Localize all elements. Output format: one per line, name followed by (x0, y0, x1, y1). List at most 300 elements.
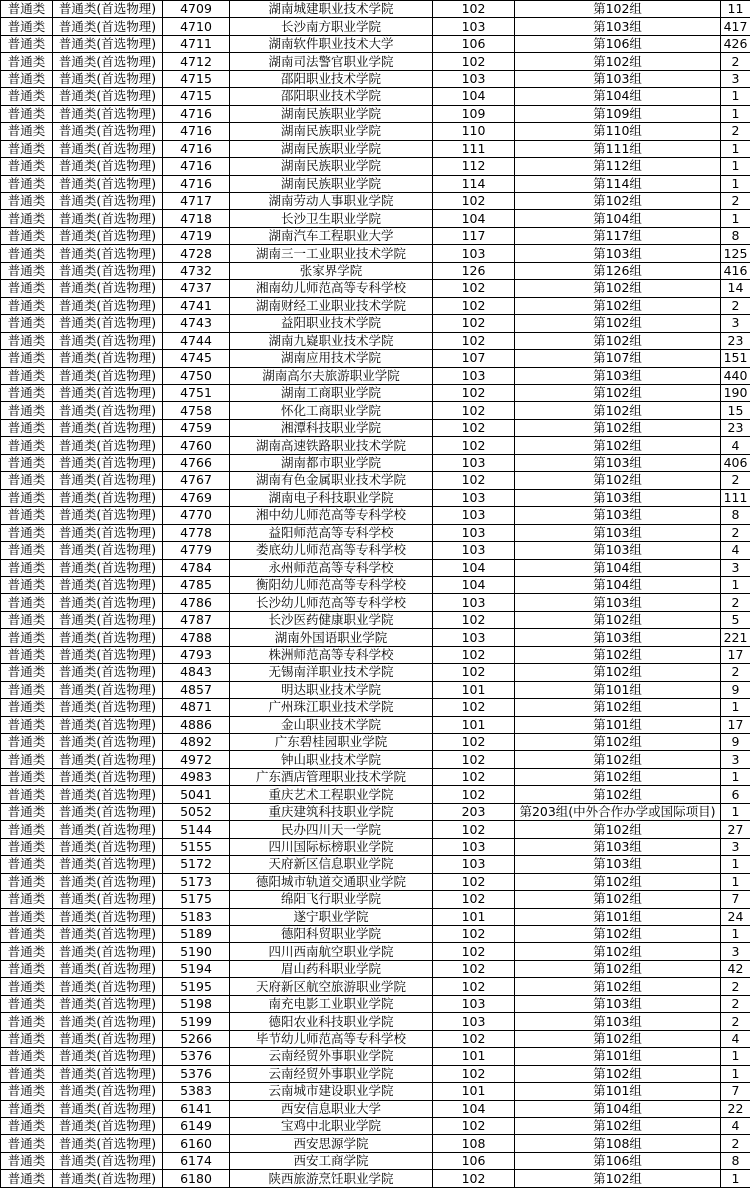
subject-type-cell: 普通类(首选物理) (53, 646, 163, 663)
table-row (1, 751, 750, 768)
group-code-cell: 103 (433, 594, 515, 611)
plan-count-cell: 2 (721, 978, 750, 995)
school-code-cell: 5383 (163, 1083, 230, 1100)
table-row (1, 489, 750, 506)
table-row (1, 716, 750, 733)
plan-count-cell: 3 (721, 70, 750, 87)
category-cell: 普通类 (1, 926, 53, 943)
subject-type-cell: 普通类(首选物理) (53, 367, 163, 384)
plan-count-cell: 2 (721, 53, 750, 70)
subject-type-cell: 普通类(首选物理) (53, 315, 163, 332)
table-row (1, 507, 750, 524)
subject-type-cell: 普通类(首选物理) (53, 1170, 163, 1187)
group-name-cell: 第102组 (515, 751, 721, 768)
school-name-cell: 云南城市建设职业学院 (230, 1083, 433, 1100)
school-name-cell: 宝鸡中北职业学院 (230, 1118, 433, 1135)
school-code-cell: 5194 (163, 960, 230, 977)
plan-count-cell: 42 (721, 960, 750, 977)
group-name-cell: 第102组 (515, 1, 721, 18)
subject-type-cell: 普通类(首选物理) (53, 384, 163, 401)
school-code-cell: 4709 (163, 1, 230, 18)
group-code-cell: 102 (433, 332, 515, 349)
subject-type-cell: 普通类(首选物理) (53, 158, 163, 175)
plan-count-cell: 221 (721, 629, 750, 646)
group-code-cell: 101 (433, 681, 515, 698)
school-name-cell: 湖南劳动人事职业学院 (230, 192, 433, 209)
subject-type-cell: 普通类(首选物理) (53, 908, 163, 925)
subject-type-cell: 普通类(首选物理) (53, 280, 163, 297)
school-name-cell: 湖南软件职业技术大学 (230, 35, 433, 52)
group-name-cell: 第103组 (515, 489, 721, 506)
school-code-cell: 6174 (163, 1152, 230, 1169)
table-row (1, 926, 750, 943)
subject-type-cell: 普通类(首选物理) (53, 70, 163, 87)
plan-count-cell: 440 (721, 367, 750, 384)
table-row (1, 978, 750, 995)
group-code-cell: 102 (433, 437, 515, 454)
plan-count-cell: 1 (721, 926, 750, 943)
table-row (1, 332, 750, 349)
group-name-cell: 第102组 (515, 821, 721, 838)
group-name-cell: 第104组 (515, 88, 721, 105)
group-code-cell: 103 (433, 507, 515, 524)
table-row (1, 35, 750, 52)
group-code-cell: 203 (433, 803, 515, 820)
school-code-cell: 4710 (163, 18, 230, 35)
table-row (1, 70, 750, 87)
table-row (1, 960, 750, 977)
category-cell: 普通类 (1, 716, 53, 733)
school-code-cell: 4715 (163, 88, 230, 105)
group-code-cell: 102 (433, 978, 515, 995)
group-code-cell: 102 (433, 786, 515, 803)
table-row (1, 210, 750, 227)
school-code-cell: 4759 (163, 419, 230, 436)
plan-count-cell: 1 (721, 576, 750, 593)
table-row (1, 821, 750, 838)
school-name-cell: 怀化工商职业学院 (230, 402, 433, 419)
group-name-cell: 第103组 (515, 542, 721, 559)
category-cell: 普通类 (1, 751, 53, 768)
group-code-cell: 110 (433, 123, 515, 140)
group-code-cell: 101 (433, 1048, 515, 1065)
category-cell: 普通类 (1, 960, 53, 977)
group-code-cell: 109 (433, 105, 515, 122)
school-name-cell: 广东酒店管理职业技术学院 (230, 768, 433, 785)
table-row (1, 803, 750, 820)
plan-count-cell: 17 (721, 646, 750, 663)
subject-type-cell: 普通类(首选物理) (53, 751, 163, 768)
school-code-cell: 6160 (163, 1135, 230, 1152)
plan-count-cell: 4 (721, 1118, 750, 1135)
group-name-cell: 第101组 (515, 681, 721, 698)
school-code-cell: 4712 (163, 53, 230, 70)
school-name-cell: 永州师范高等专科学校 (230, 559, 433, 576)
plan-count-cell: 27 (721, 821, 750, 838)
table-row (1, 542, 750, 559)
school-code-cell: 5144 (163, 821, 230, 838)
subject-type-cell: 普通类(首选物理) (53, 88, 163, 105)
group-name-cell: 第103组 (515, 70, 721, 87)
group-code-cell: 103 (433, 838, 515, 855)
table-row (1, 576, 750, 593)
subject-type-cell: 普通类(首选物理) (53, 629, 163, 646)
school-name-cell: 陕西旅游烹饪职业学院 (230, 1170, 433, 1187)
table-row (1, 315, 750, 332)
group-name-cell: 第102组 (515, 960, 721, 977)
table-row (1, 873, 750, 890)
school-code-cell: 4750 (163, 367, 230, 384)
group-code-cell: 117 (433, 227, 515, 244)
plan-count-cell: 1 (721, 210, 750, 227)
subject-type-cell: 普通类(首选物理) (53, 245, 163, 262)
subject-type-cell: 普通类(首选物理) (53, 1100, 163, 1117)
plan-count-cell: 17 (721, 716, 750, 733)
school-name-cell: 株洲师范高等专科学校 (230, 646, 433, 663)
school-name-cell: 湖南高尔夫旅游职业学院 (230, 367, 433, 384)
school-code-cell: 5266 (163, 1030, 230, 1047)
plan-count-cell: 2 (721, 1013, 750, 1030)
school-name-cell: 湘中幼儿师范高等专科学校 (230, 507, 433, 524)
school-code-cell: 5041 (163, 786, 230, 803)
school-name-cell: 湖南民族职业学院 (230, 123, 433, 140)
category-cell: 普通类 (1, 838, 53, 855)
subject-type-cell: 普通类(首选物理) (53, 699, 163, 716)
subject-type-cell: 普通类(首选物理) (53, 542, 163, 559)
category-cell: 普通类 (1, 995, 53, 1012)
table-row (1, 262, 750, 279)
plan-count-cell: 3 (721, 751, 750, 768)
table-row (1, 140, 750, 157)
subject-type-cell: 普通类(首选物理) (53, 891, 163, 908)
plan-count-cell: 22 (721, 1100, 750, 1117)
school-code-cell: 5172 (163, 856, 230, 873)
group-name-cell: 第103组 (515, 454, 721, 471)
group-name-cell: 第103组 (515, 629, 721, 646)
school-name-cell: 邵阳职业技术学院 (230, 70, 433, 87)
table-row (1, 105, 750, 122)
plan-count-cell: 4 (721, 437, 750, 454)
subject-type-cell: 普通类(首选物理) (53, 821, 163, 838)
plan-count-cell: 1 (721, 175, 750, 192)
plan-count-cell: 190 (721, 384, 750, 401)
group-name-cell: 第102组 (515, 734, 721, 751)
school-code-cell: 4784 (163, 559, 230, 576)
table-row (1, 995, 750, 1012)
plan-count-cell: 2 (721, 192, 750, 209)
group-code-cell: 102 (433, 943, 515, 960)
school-code-cell: 5175 (163, 891, 230, 908)
school-name-cell: 湖南高速铁路职业技术学院 (230, 437, 433, 454)
category-cell: 普通类 (1, 1152, 53, 1169)
school-code-cell: 5190 (163, 943, 230, 960)
table-row (1, 192, 750, 209)
school-name-cell: 湖南汽车工程职业大学 (230, 227, 433, 244)
plan-count-cell: 1 (721, 1048, 750, 1065)
category-cell: 普通类 (1, 1048, 53, 1065)
category-cell: 普通类 (1, 245, 53, 262)
group-code-cell: 102 (433, 611, 515, 628)
group-code-cell: 112 (433, 158, 515, 175)
group-name-cell: 第101组 (515, 1083, 721, 1100)
plan-count-cell: 1 (721, 158, 750, 175)
subject-type-cell: 普通类(首选物理) (53, 437, 163, 454)
plan-count-cell: 125 (721, 245, 750, 262)
group-code-cell: 102 (433, 960, 515, 977)
plan-count-cell: 426 (721, 35, 750, 52)
school-name-cell: 明达职业技术学院 (230, 681, 433, 698)
subject-type-cell: 普通类(首选物理) (53, 559, 163, 576)
category-cell: 普通类 (1, 105, 53, 122)
school-code-cell: 4715 (163, 70, 230, 87)
school-code-cell: 5376 (163, 1048, 230, 1065)
school-code-cell: 6149 (163, 1118, 230, 1135)
category-cell: 普通类 (1, 524, 53, 541)
group-code-cell: 106 (433, 35, 515, 52)
group-code-cell: 102 (433, 280, 515, 297)
group-name-cell: 第104组 (515, 576, 721, 593)
group-name-cell: 第106组 (515, 1152, 721, 1169)
school-name-cell: 长沙南方职业学院 (230, 18, 433, 35)
category-cell: 普通类 (1, 611, 53, 628)
plan-count-cell: 3 (721, 315, 750, 332)
category-cell: 普通类 (1, 507, 53, 524)
school-name-cell: 重庆艺术工程职业学院 (230, 786, 433, 803)
subject-type-cell: 普通类(首选物理) (53, 1118, 163, 1135)
group-name-cell: 第102组 (515, 1030, 721, 1047)
table-row (1, 53, 750, 70)
plan-count-cell: 2 (721, 594, 750, 611)
subject-type-cell: 普通类(首选物理) (53, 472, 163, 489)
group-code-cell: 104 (433, 1100, 515, 1117)
plan-count-cell: 3 (721, 838, 750, 855)
subject-type-cell: 普通类(首选物理) (53, 105, 163, 122)
table-row (1, 280, 750, 297)
school-name-cell: 广州珠江职业技术学院 (230, 699, 433, 716)
group-name-cell: 第103组 (515, 594, 721, 611)
subject-type-cell: 普通类(首选物理) (53, 210, 163, 227)
table-row (1, 384, 750, 401)
school-code-cell: 4716 (163, 123, 230, 140)
school-name-cell: 益阳职业技术学院 (230, 315, 433, 332)
group-code-cell: 103 (433, 367, 515, 384)
plan-count-cell: 14 (721, 280, 750, 297)
plan-count-cell: 8 (721, 507, 750, 524)
table-row (1, 1152, 750, 1169)
plan-count-cell: 1 (721, 699, 750, 716)
school-name-cell: 娄底幼儿师范高等专科学校 (230, 542, 433, 559)
group-name-cell: 第102组 (515, 437, 721, 454)
subject-type-cell: 普通类(首选物理) (53, 507, 163, 524)
group-code-cell: 102 (433, 1065, 515, 1082)
table-row (1, 838, 750, 855)
category-cell: 普通类 (1, 402, 53, 419)
group-code-cell: 104 (433, 210, 515, 227)
group-code-cell: 108 (433, 1135, 515, 1152)
group-code-cell: 102 (433, 315, 515, 332)
table-row (1, 437, 750, 454)
subject-type-cell: 普通类(首选物理) (53, 227, 163, 244)
table-row (1, 664, 750, 681)
school-name-cell: 无锡南洋职业技术学院 (230, 664, 433, 681)
school-name-cell: 长沙卫生职业学院 (230, 210, 433, 227)
school-name-cell: 湖南三一工业职业技术学院 (230, 245, 433, 262)
category-cell: 普通类 (1, 210, 53, 227)
group-code-cell: 103 (433, 629, 515, 646)
school-name-cell: 湖南民族职业学院 (230, 175, 433, 192)
category-cell: 普通类 (1, 315, 53, 332)
school-code-cell: 5199 (163, 1013, 230, 1030)
category-cell: 普通类 (1, 350, 53, 367)
school-code-cell: 4767 (163, 472, 230, 489)
school-code-cell: 4751 (163, 384, 230, 401)
category-cell: 普通类 (1, 1, 53, 18)
school-code-cell: 5155 (163, 838, 230, 855)
subject-type-cell: 普通类(首选物理) (53, 53, 163, 70)
school-code-cell: 4717 (163, 192, 230, 209)
table-row (1, 419, 750, 436)
group-name-cell: 第102组 (515, 315, 721, 332)
category-cell: 普通类 (1, 1135, 53, 1152)
group-code-cell: 101 (433, 1083, 515, 1100)
school-code-cell: 4785 (163, 576, 230, 593)
table-row (1, 891, 750, 908)
group-name-cell: 第102组 (515, 1065, 721, 1082)
group-code-cell: 102 (433, 646, 515, 663)
group-name-cell: 第102组 (515, 332, 721, 349)
subject-type-cell: 普通类(首选物理) (53, 123, 163, 140)
school-name-cell: 湘南幼儿师范高等专科学校 (230, 280, 433, 297)
school-name-cell: 湖南电子科技职业学院 (230, 489, 433, 506)
group-name-cell: 第101组 (515, 908, 721, 925)
school-name-cell: 湖南九嶷职业技术学院 (230, 332, 433, 349)
group-name-cell: 第106组 (515, 35, 721, 52)
school-code-cell: 4770 (163, 507, 230, 524)
group-code-cell: 103 (433, 454, 515, 471)
school-code-cell: 5376 (163, 1065, 230, 1082)
group-code-cell: 104 (433, 576, 515, 593)
school-name-cell: 湘潭科技职业学院 (230, 419, 433, 436)
school-code-cell: 5198 (163, 995, 230, 1012)
group-code-cell: 103 (433, 1013, 515, 1030)
group-code-cell: 102 (433, 53, 515, 70)
plan-count-cell: 1 (721, 1065, 750, 1082)
group-name-cell: 第103组 (515, 245, 721, 262)
table-row (1, 943, 750, 960)
group-name-cell: 第102组 (515, 768, 721, 785)
table-row (1, 1, 750, 18)
school-name-cell: 钟山职业技术学院 (230, 751, 433, 768)
subject-type-cell: 普通类(首选物理) (53, 1048, 163, 1065)
group-name-cell: 第110组 (515, 123, 721, 140)
plan-count-cell: 2 (721, 524, 750, 541)
school-name-cell: 德阳农业科技职业学院 (230, 1013, 433, 1030)
group-code-cell: 101 (433, 716, 515, 733)
plan-count-cell: 1 (721, 873, 750, 890)
group-code-cell: 103 (433, 489, 515, 506)
group-code-cell: 102 (433, 891, 515, 908)
group-code-cell: 103 (433, 542, 515, 559)
group-name-cell: 第102组 (515, 192, 721, 209)
school-code-cell: 4716 (163, 105, 230, 122)
school-code-cell: 6141 (163, 1100, 230, 1117)
category-cell: 普通类 (1, 35, 53, 52)
subject-type-cell: 普通类(首选物理) (53, 1, 163, 18)
group-code-cell: 103 (433, 245, 515, 262)
plan-count-cell: 1 (721, 803, 750, 820)
subject-type-cell: 普通类(首选物理) (53, 576, 163, 593)
plan-count-cell: 11 (721, 1, 750, 18)
group-code-cell: 102 (433, 734, 515, 751)
category-cell: 普通类 (1, 908, 53, 925)
group-code-cell: 103 (433, 995, 515, 1012)
group-name-cell: 第102组 (515, 419, 721, 436)
group-name-cell: 第102组 (515, 611, 721, 628)
group-code-cell: 102 (433, 821, 515, 838)
group-code-cell: 101 (433, 908, 515, 925)
table-row (1, 699, 750, 716)
group-code-cell: 102 (433, 664, 515, 681)
category-cell: 普通类 (1, 489, 53, 506)
plan-count-cell: 4 (721, 1030, 750, 1047)
school-name-cell: 益阳师范高等专科学校 (230, 524, 433, 541)
table-row (1, 367, 750, 384)
school-code-cell: 4741 (163, 297, 230, 314)
group-name-cell: 第104组 (515, 559, 721, 576)
group-name-cell: 第114组 (515, 175, 721, 192)
school-name-cell: 云南经贸外事职业学院 (230, 1048, 433, 1065)
school-code-cell: 4983 (163, 768, 230, 785)
category-cell: 普通类 (1, 332, 53, 349)
plan-count-cell: 1 (721, 140, 750, 157)
table-row (1, 227, 750, 244)
group-name-cell: 第103组 (515, 367, 721, 384)
table-row (1, 402, 750, 419)
group-name-cell: 第104组 (515, 1100, 721, 1117)
group-name-cell: 第103组 (515, 18, 721, 35)
category-cell: 普通类 (1, 262, 53, 279)
school-name-cell: 湖南财经工业职业技术学院 (230, 297, 433, 314)
table-row (1, 786, 750, 803)
plan-count-cell: 1 (721, 768, 750, 785)
school-code-cell: 4711 (163, 35, 230, 52)
group-name-cell: 第103组 (515, 507, 721, 524)
school-name-cell: 湖南民族职业学院 (230, 140, 433, 157)
plan-count-cell: 417 (721, 18, 750, 35)
table-row (1, 454, 750, 471)
category-cell: 普通类 (1, 70, 53, 87)
plan-count-cell: 4 (721, 542, 750, 559)
subject-type-cell: 普通类(首选物理) (53, 402, 163, 419)
school-name-cell: 民办四川天一学院 (230, 821, 433, 838)
plan-count-cell: 7 (721, 1083, 750, 1100)
category-cell: 普通类 (1, 437, 53, 454)
category-cell: 普通类 (1, 454, 53, 471)
subject-type-cell: 普通类(首选物理) (53, 978, 163, 995)
school-name-cell: 南充电影工业职业学院 (230, 995, 433, 1012)
table-row (1, 88, 750, 105)
school-code-cell: 4728 (163, 245, 230, 262)
table-row (1, 1065, 750, 1082)
plan-count-cell: 2 (721, 123, 750, 140)
group-code-cell: 102 (433, 402, 515, 419)
category-cell: 普通类 (1, 873, 53, 890)
school-name-cell: 四川国际标榜职业学院 (230, 838, 433, 855)
school-code-cell: 5173 (163, 873, 230, 890)
table-row (1, 646, 750, 663)
group-name-cell: 第102组 (515, 1170, 721, 1187)
subject-type-cell: 普通类(首选物理) (53, 664, 163, 681)
